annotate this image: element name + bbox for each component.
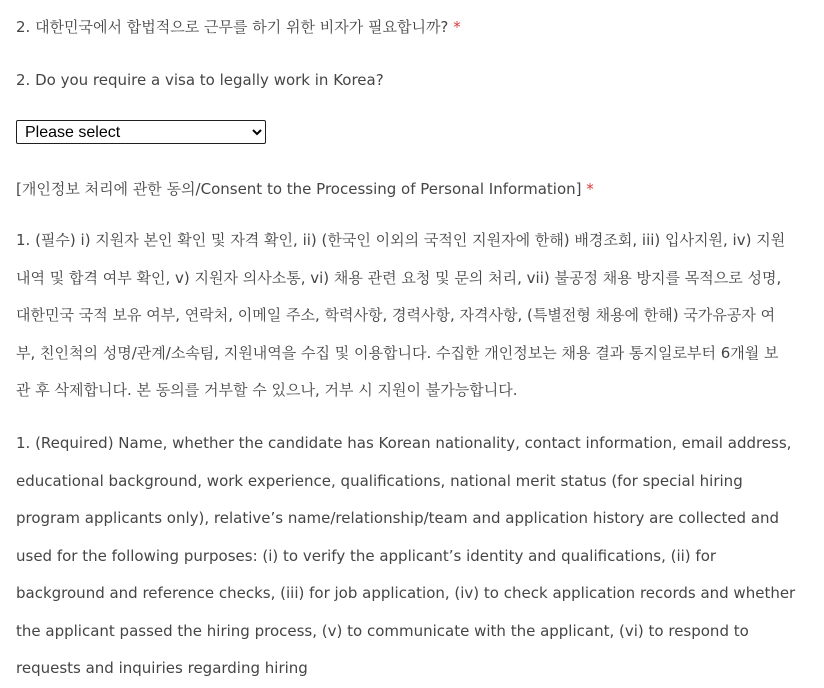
consent-english-paragraph: 1. (Required) Name, whether the candidate has Korean nationality, contact information, email address, educational background, work experience, qualifications, national merit status (for special hiring program applicants only), relative’s name/relationship/team and application history are collected and used for the following purposes: (i) to verify the applicant’s identity and qualifications, (ii) for background and reference checks, (iii) for job application, (iv) to check application records and whether the applicant passed the hiring process, (v) to communicate with the applicant, (vi) to respond to requests and inquiries regarding hiring xyxy=(16,434,796,677)
consent-korean-paragraph: 1. (필수) i) 지원자 본인 확인 및 자격 확인, ii) (한국인 이외의 국적인 지원자에 한해) 배경조회, iii) 입사지원, iv) 지원 내역 및 합격 여부 확인, v) 지원자 의사소통, vi) 채용 관련 요청 및 문의 처리, vii) 불공정 채용 방지를 목적으로 성명, 대한민국 국적 보유 여부, 연락처, 이메일 주소, 학력사항, 경력사항, 자격사항, (특별전형 채용에 한해) 국가유공자 여부, 친인척의 성명/관계/소속팀, 지원내역을 수집 및 이용합니다. 수집한 개인정보는 채용 결과 통지일로부터 6개월 보관 후 삭제합니다. 본 동의를 거부할 수 있으나, 거부 시 지원이 불가능합니다. xyxy=(16,231,786,399)
consent-title-text: [개인정보 처리에 관한 동의/Consent to the Processing of Personal Information] xyxy=(16,180,582,198)
question-english-label: 2. Do you require a visa to legally work in Korea? xyxy=(16,71,384,89)
consent-title xyxy=(16,178,594,200)
question-korean-text: 2. 대한민국에서 합법적으로 근무를 하기 위한 비자가 필요합니까? xyxy=(16,18,449,36)
visa-select-wrapper xyxy=(16,120,266,144)
question-korean-label xyxy=(16,16,461,38)
visa-select[interactable] xyxy=(16,120,266,144)
required-star: * xyxy=(453,18,461,36)
required-star: * xyxy=(586,180,594,198)
